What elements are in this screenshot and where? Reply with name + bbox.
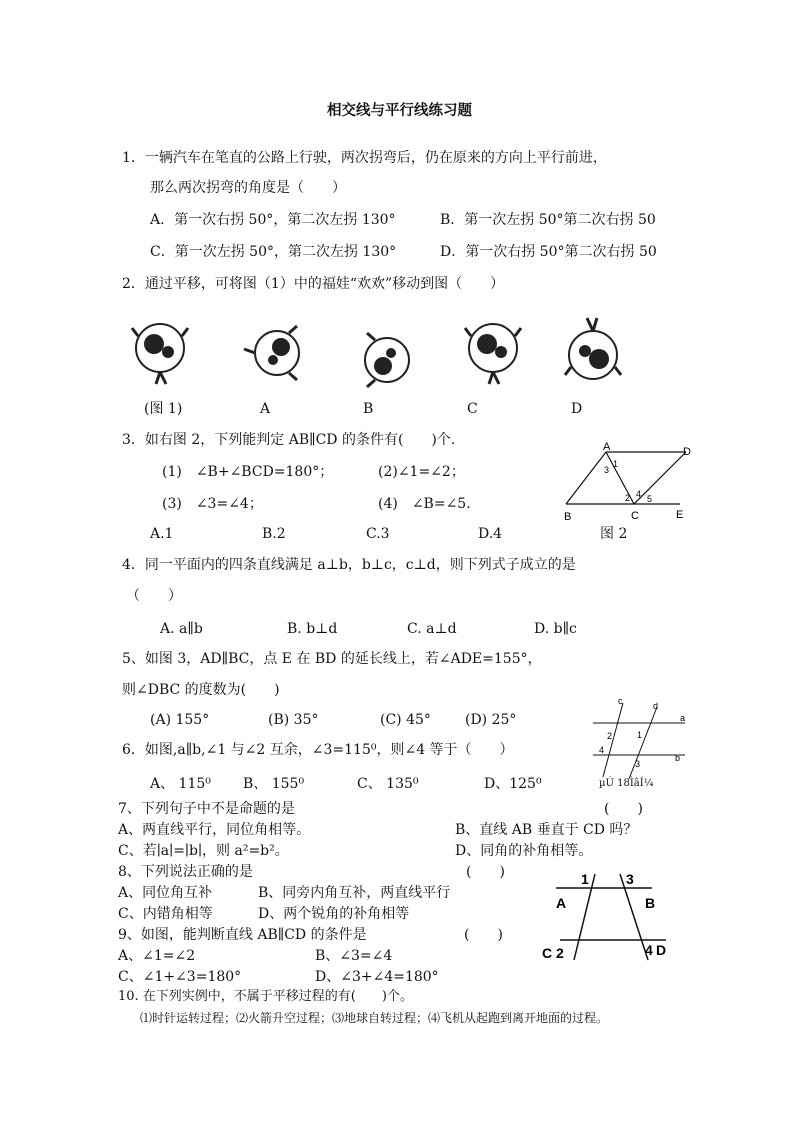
q3-stem: 3．如右图 2，下列能判定 AB∥CD 的条件有( )个. <box>122 432 456 448</box>
fig2-angle-4: 4 <box>636 489 642 499</box>
q4-stem: 4．同一平面内的四条直线满足 a⊥b，b⊥c，c⊥d，则下列式子成立的是 <box>122 557 576 573</box>
q2-stem: 2．通过平移，可将图（1）中的福娃“欢欢”移动到图（ ） <box>122 276 505 292</box>
q6-line-b: b <box>675 753 681 763</box>
q6-option-b: B、 155⁰ <box>243 776 305 792</box>
q6-angle-1: 1 <box>637 730 643 740</box>
q5-option-a: (A) 155° <box>150 712 210 728</box>
q2-label-figure-1: (图 1) <box>144 401 183 417</box>
q7-option-b: B、直线 AB 垂直于 CD 吗？ <box>455 822 638 838</box>
q8-stem: 8、下列说法正确的是 <box>118 864 253 880</box>
q7-answer-paren: ( ) <box>604 801 643 817</box>
q3-option-b: B.2 <box>262 526 286 542</box>
q1-stem: 1．一辆汽车在笔直的公路上行驶，两次拐弯后，仍在原来的方向上平行前进， <box>122 150 607 166</box>
q8-option-c: C、内错角相等 <box>118 906 213 922</box>
q6-option-c: C、 135⁰ <box>357 776 419 792</box>
q5-option-c: (C) 45° <box>380 712 431 728</box>
q7-option-c: C、若∣a∣=∣b∣，则 a²=b²。 <box>118 843 289 859</box>
fig2-label-b: B <box>564 511 572 523</box>
q9-label-b: B <box>645 895 656 911</box>
q2-label-c: C <box>467 401 478 417</box>
fuwa-option-c-image <box>463 318 523 388</box>
figure-2-diagram <box>556 440 696 540</box>
q6-angle-2: 2 <box>607 731 613 741</box>
q9-option-d: D、∠3+∠4=180° <box>315 969 439 985</box>
q4-option-a: A. a∥b <box>160 621 203 637</box>
q3-option-c: C.3 <box>366 526 390 542</box>
q3-option-a: A.1 <box>150 526 174 542</box>
q8-option-d: D、两个锐角的补角相等 <box>258 906 410 922</box>
q10-stem: 10. 在下列实例中，不属于平移过程的有( )个。 <box>118 989 413 1004</box>
q6-line-d: d <box>653 701 659 711</box>
q8-option-b: B、同旁内角互补，两直线平行 <box>258 885 451 901</box>
q6-figure-caption: µÚ 18ÌâÍ¼ <box>599 778 654 789</box>
q10-items: ⑴时针运转过程；⑵火箭升空过程；⑶地球自转过程；⑷飞机从起跑到离开地面的过程。 <box>140 1011 609 1025</box>
q1-option-d: D．第一次右拐 50°第二次右拐 50 <box>440 244 657 260</box>
q8-option-a: A、同位角互补 <box>118 885 213 901</box>
q5-stem-2: 则∠DBC 的度数为( ) <box>122 682 280 698</box>
fig2-angle-5: 5 <box>647 494 653 504</box>
q9-angle-1: 1 <box>581 871 589 887</box>
fig2-angle-3: 3 <box>604 465 610 475</box>
q7-option-d: D、同角的补角相等。 <box>455 843 593 859</box>
fig2-angle-1: 1 <box>613 459 619 469</box>
q5-option-b: (B) 35° <box>268 712 319 728</box>
q9-diagram <box>542 868 678 964</box>
q6-angle-3: 3 <box>635 759 641 769</box>
q3-condition-2: (2)∠1=∠2； <box>378 464 465 480</box>
q9-stem: 9、如图，能判断直线 AB∥CD 的条件是 <box>118 927 367 943</box>
q8-answer-paren: ( ) <box>466 864 505 880</box>
figure-2-caption: 图 2 <box>600 526 628 542</box>
q1-stem-2: 那么两次拐弯的角度是（ ） <box>150 180 346 196</box>
fuwa-option-a-image <box>242 318 312 388</box>
q6-stem: 6．如图,a∥b,∠1 与∠2 互余，∠3=115⁰，则∠4 等于（ ） <box>122 742 514 758</box>
fuwa-option-b-image <box>352 330 422 390</box>
q9-option-c: C、∠1+∠3=180° <box>118 969 242 985</box>
q6-angle-4: 4 <box>599 745 605 755</box>
q9-answer-paren: ( ) <box>464 927 503 943</box>
fig2-label-a: A <box>603 441 611 453</box>
q6-option-d: D、125⁰ <box>484 776 542 792</box>
q1-option-b: B．第一次左拐 50°第二次右拐 50 <box>440 212 656 228</box>
fig2-angle-2: 2 <box>625 493 631 503</box>
fuwa-option-d-image <box>563 310 623 385</box>
q9-label-d: D <box>656 942 667 958</box>
q2-label-a: A <box>260 401 271 417</box>
q9-option-b: B、∠3=∠4 <box>315 948 393 964</box>
q9-option-a: A、∠1=∠2 <box>118 948 196 964</box>
fuwa-figure-1-image <box>130 318 190 388</box>
q3-condition-3: (3) ∠3=∠4； <box>162 496 263 512</box>
q5-option-d: (D) 25° <box>465 712 517 728</box>
q4-option-b: B. b⊥d <box>287 621 338 637</box>
q9-label-a: A <box>556 895 567 911</box>
q4-stem-2: （ ） <box>126 588 182 604</box>
q9-angle-3: 3 <box>626 871 634 887</box>
q1-option-a: A．第一次右拐 50°，第二次左拐 130° <box>150 212 396 228</box>
q2-label-b: B <box>363 401 374 417</box>
q3-option-d: D.4 <box>478 526 503 542</box>
fig2-label-e: E <box>676 509 684 521</box>
q4-option-d: D. b∥c <box>534 621 577 637</box>
q2-label-d: D <box>571 401 583 417</box>
fig2-label-d: D <box>683 446 691 458</box>
q9-label-c: C <box>542 945 553 961</box>
q7-option-a: A、两直线平行，同位角相等。 <box>118 822 311 838</box>
q6-line-c: c <box>618 696 623 706</box>
q9-angle-2: 2 <box>556 945 564 961</box>
page-title: 相交线与平行线练习题 <box>327 102 472 119</box>
fig2-label-c: C <box>631 510 639 522</box>
q1-option-c: C．第一次左拐 50°，第二次左拐 130° <box>150 244 397 260</box>
q5-stem: 5、如图 3，AD∥BC，点 E 在 BD 的延长线上，若∠ADE=155°， <box>122 651 542 667</box>
q6-line-a: a <box>680 713 686 723</box>
q3-condition-1: (1) ∠B+∠BCD=180°； <box>162 464 334 480</box>
q9-angle-4: 4 <box>645 942 653 958</box>
q4-option-c: C. a⊥d <box>407 621 457 637</box>
q3-condition-4: (4) ∠B=∠5. <box>378 496 471 512</box>
q6-option-a: A、 115⁰ <box>150 776 211 792</box>
q7-stem: 7、下列句子中不是命题的是 <box>118 801 295 817</box>
